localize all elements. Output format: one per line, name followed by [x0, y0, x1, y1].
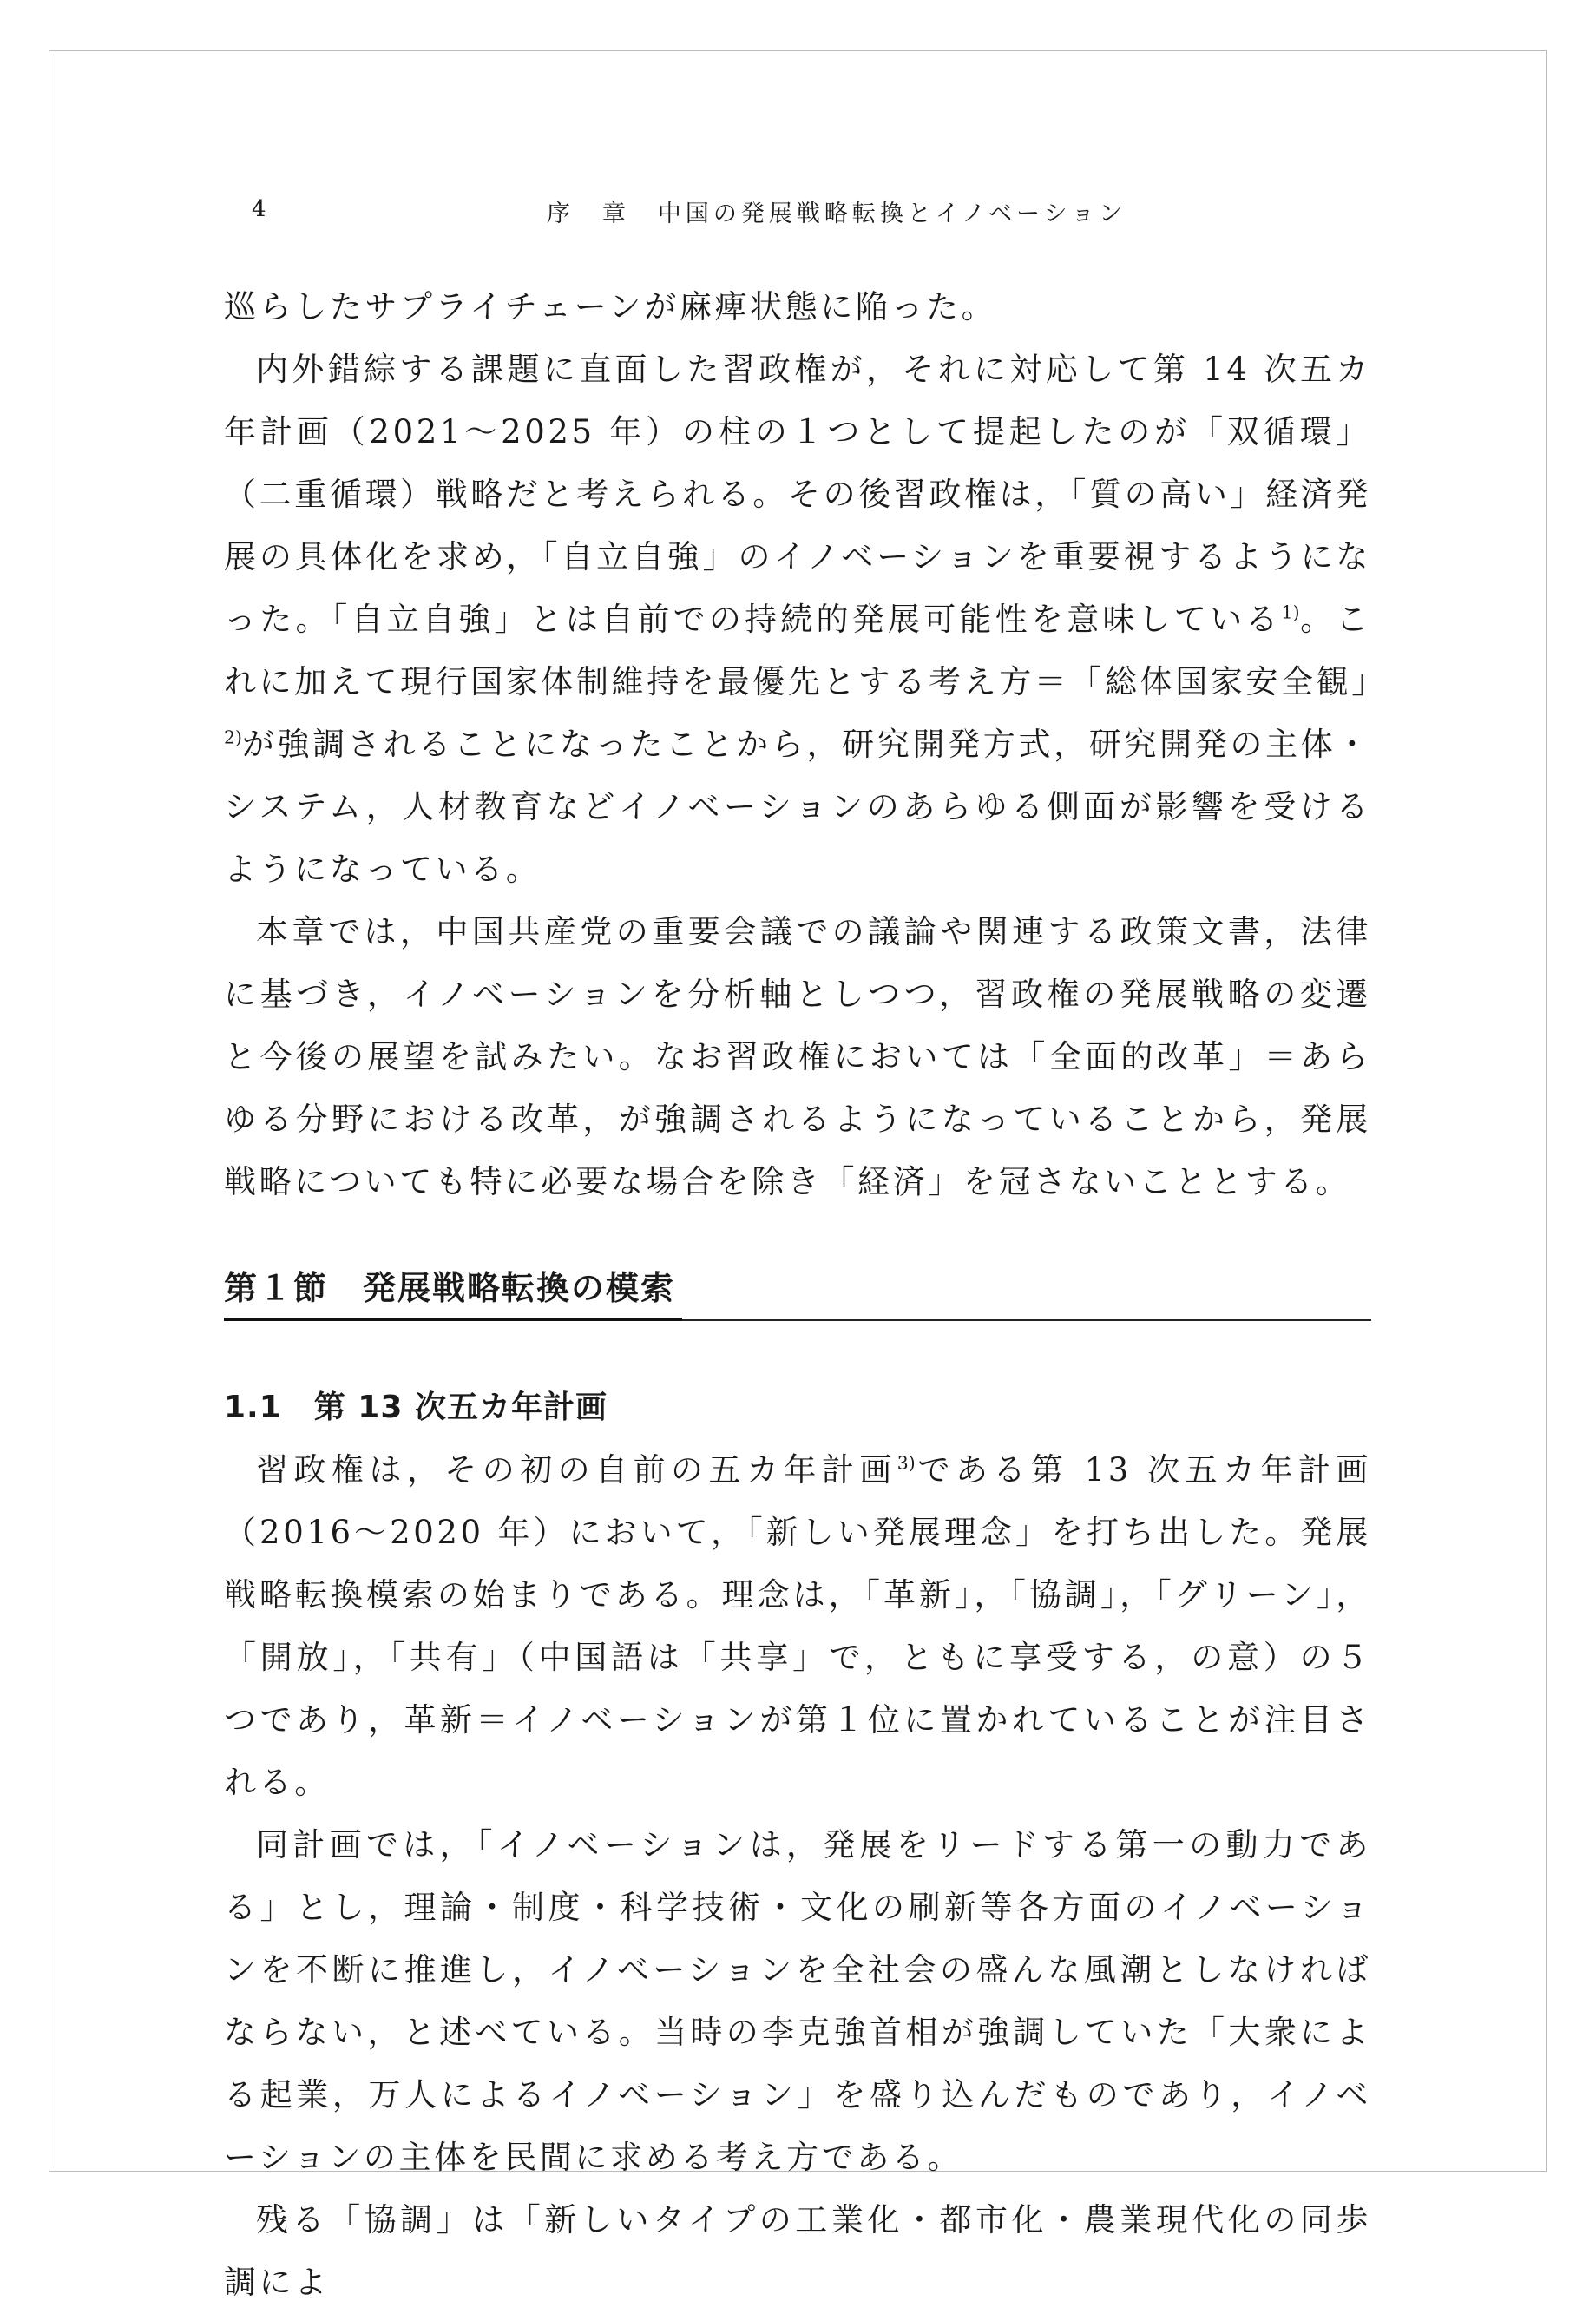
running-header [224, 191, 1371, 243]
paragraph-body-3: 残る「協調」は「新しいタイプの工業化・都市化・農業現代化の同歩調によ [224, 2201, 1371, 2301]
page-number: 4 [252, 196, 268, 222]
paragraph-intro-1: 巡らしたサプライチェーンが麻痺状態に陥った。 [224, 288, 997, 325]
subsection-heading: 1.1 第 13 次五カ年計画 [224, 1390, 608, 1425]
paragraph-intro-3: 本章では，中国共産党の重要会議での議論や関連する政策文書，法律に基づき，イノベーションを分析軸としつつ，習政権の発展戦略の変遷と今後の展望を試みたい。なお習政権においては「全面的改革」＝あらゆる分野における改革，が強調されるようになっていることから，発展戦略についても特に必要な場合を除き「経済」を冠さないこととする。 [224, 913, 1371, 1200]
section-heading-text: 第１節 発展戦略転換の模索 [224, 1268, 676, 1307]
running-header-title: 序 章 中国の発展戦略転換とイノベーション [546, 201, 1127, 227]
text-run: である第 13 次五カ年計画（2016〜2020 年）において，「新しい発展理念」を打ち出した。発展戦略転換模索の始まりである。理念は，「革新」，「協調」，「グリーン」，「開放」，「共有」（中国語は「共享」で，ともに享受する，の意）の５つであり，革新＝イノベーションが第１位に置かれていることが注目される。 [224, 1451, 1371, 1801]
paragraph-body-1 [224, 1439, 1371, 1814]
text-run: 内外錯綜する課題に直面した習政権が，それに対応して第 14 次五カ年計画（2021〜2025 年）の柱の１つとして提起したのが「双循環」（二重循環）戦略だと考えられる。その後習政権は，「質の高い」経済発展の具体化を求め，「自立自強」のイノベーションを重要視するようになった。「自立自強」とは自前での持続的発展可能性を意味している [224, 351, 1371, 638]
footnote-ref-3: 3) [897, 1452, 916, 1474]
section-heading-underline [224, 1318, 682, 1321]
section-heading [224, 1257, 1371, 1321]
text-run: 習政権は，その初の自前の五カ年計画 [256, 1451, 897, 1489]
footnote-ref-1: 1) [1281, 602, 1300, 623]
paragraph-body-2: 同計画では，「イノベーションは，発展をリードする第一の動力である」とし，理論・制度・科学技術・文化の刷新等各方面のイノベーションを不断に推進し，イノベーションを全社会の盛んな風潮としなければならない，と述べている。当時の李克強首相が強調していた「大衆による起業，万人によるイノベーション」を盛り込んだものであり，イノベーションの主体を民間に求める考え方である。 [224, 1826, 1371, 2176]
footnote-ref-2: 2) [224, 726, 242, 748]
text-run: 。これに加えて現行国家体制維持を最優先とする考え方＝「総体国家安全観」 [224, 601, 1387, 700]
page-body [224, 276, 1387, 2314]
text-run: が強調されることになったことから，研究開発方式，研究開発の主体・システム，人材教育などイノベーションのあらゆる側面が影響を受けるようになっている。 [224, 726, 1371, 888]
paragraph-intro-2 [224, 339, 1387, 901]
